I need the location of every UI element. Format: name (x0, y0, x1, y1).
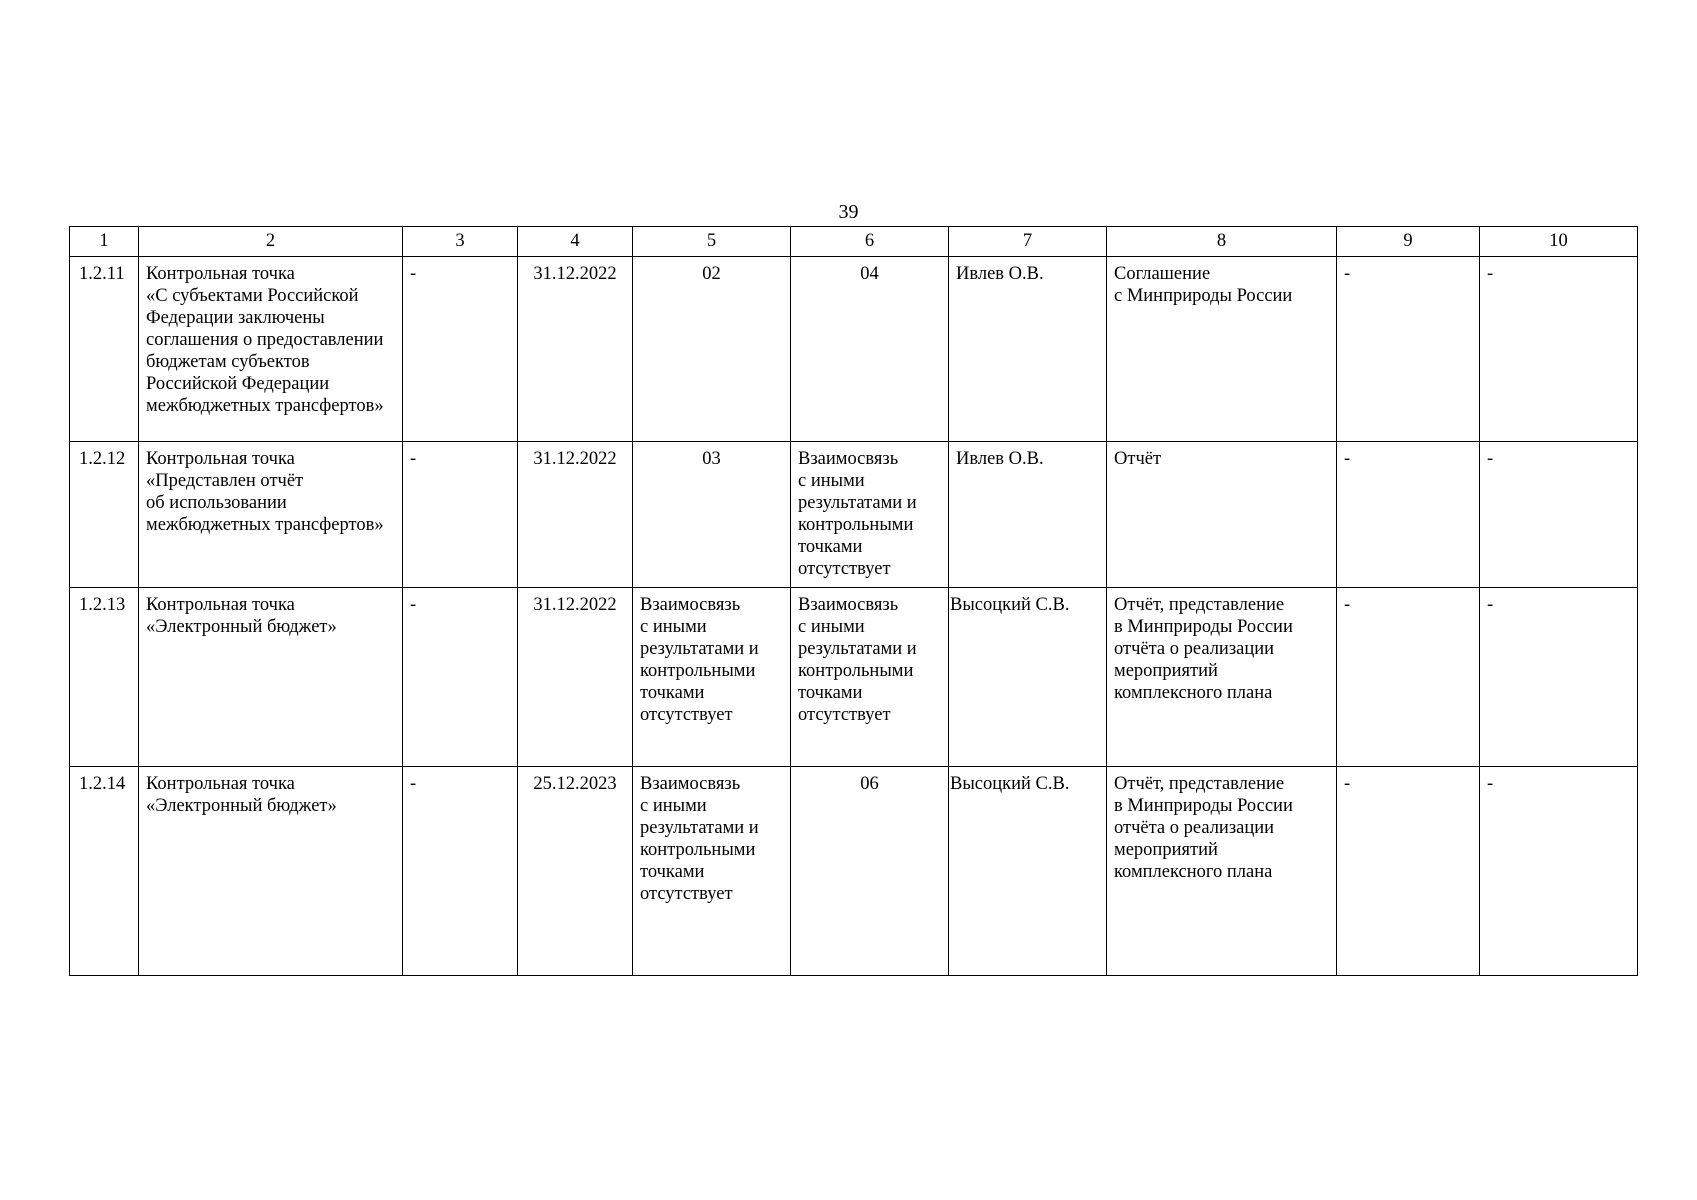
table-row (70, 588, 1638, 767)
cell-col9: - (1337, 442, 1480, 588)
cell-col6: 06 (791, 767, 949, 976)
column-header: 1 (70, 227, 139, 257)
table-row (70, 257, 1638, 442)
cell-col6: Взаимосвязь с иными результатами и контрольными точками отсутствует (791, 442, 949, 588)
responsible-person: Высоцкий С.В. (949, 588, 1107, 767)
page-number: 39 (838, 201, 859, 223)
column-header: 6 (791, 227, 949, 257)
cell-col6: 04 (791, 257, 949, 442)
deadline-date: 31.12.2022 (518, 257, 633, 442)
cell-col5: Взаимосвязь с иными результатами и контрольными точками отсутствует (633, 588, 791, 767)
column-header: 3 (403, 227, 518, 257)
cell-col9: - (1337, 588, 1480, 767)
result-document: Отчёт, представление в Минприроды России отчёта о реализации мероприятий комплексного плана (1107, 588, 1337, 767)
table-row (70, 442, 1638, 588)
cell-col5: Взаимосвязь с иными результатами и контрольными точками отсутствует (633, 767, 791, 976)
control-point-name: Контрольная точка «Электронный бюджет» (139, 767, 403, 976)
cell-col10: - (1480, 257, 1638, 442)
row-number: 1.2.11 (70, 257, 139, 442)
cell-col9: - (1337, 767, 1480, 976)
column-header: 4 (518, 227, 633, 257)
column-header: 9 (1337, 227, 1480, 257)
control-point-name: Контрольная точка «С субъектами Российской Федерации заключены соглашения о предоставлении бюджетам субъектов Российской Федерации межбюджетных трансфертов» (139, 257, 403, 442)
column-header: 2 (139, 227, 403, 257)
cell-col3: - (403, 257, 518, 442)
row-number: 1.2.13 (70, 588, 139, 767)
column-header: 5 (633, 227, 791, 257)
responsible-person: Ивлев О.В. (949, 257, 1107, 442)
cell-col6: Взаимосвязь с иными результатами и контрольными точками отсутствует (791, 588, 949, 767)
cell-col5: 02 (633, 257, 791, 442)
responsible-person: Ивлев О.В. (949, 442, 1107, 588)
header-row (70, 227, 1638, 257)
column-header: 7 (949, 227, 1107, 257)
control-point-name: Контрольная точка «Электронный бюджет» (139, 588, 403, 767)
control-points-table (69, 226, 1638, 976)
column-header: 8 (1107, 227, 1337, 257)
deadline-date: 25.12.2023 (518, 767, 633, 976)
row-number: 1.2.14 (70, 767, 139, 976)
cell-col9: - (1337, 257, 1480, 442)
cell-col3: - (403, 767, 518, 976)
control-point-name: Контрольная точка «Представлен отчёт об использовании межбюджетных трансфертов» (139, 442, 403, 588)
deadline-date: 31.12.2022 (518, 442, 633, 588)
responsible-person: Высоцкий С.В. (949, 767, 1107, 976)
row-number: 1.2.12 (70, 442, 139, 588)
cell-col10: - (1480, 588, 1638, 767)
table-row (70, 767, 1638, 976)
result-document: Отчёт (1107, 442, 1337, 588)
cell-col5: 03 (633, 442, 791, 588)
cell-col3: - (403, 588, 518, 767)
result-document: Соглашение с Минприроды России (1107, 257, 1337, 442)
deadline-date: 31.12.2022 (518, 588, 633, 767)
result-document: Отчёт, представление в Минприроды России отчёта о реализации мероприятий комплексного плана (1107, 767, 1337, 976)
cell-col10: - (1480, 442, 1638, 588)
cell-col10: - (1480, 767, 1638, 976)
column-header: 10 (1480, 227, 1638, 257)
cell-col3: - (403, 442, 518, 588)
